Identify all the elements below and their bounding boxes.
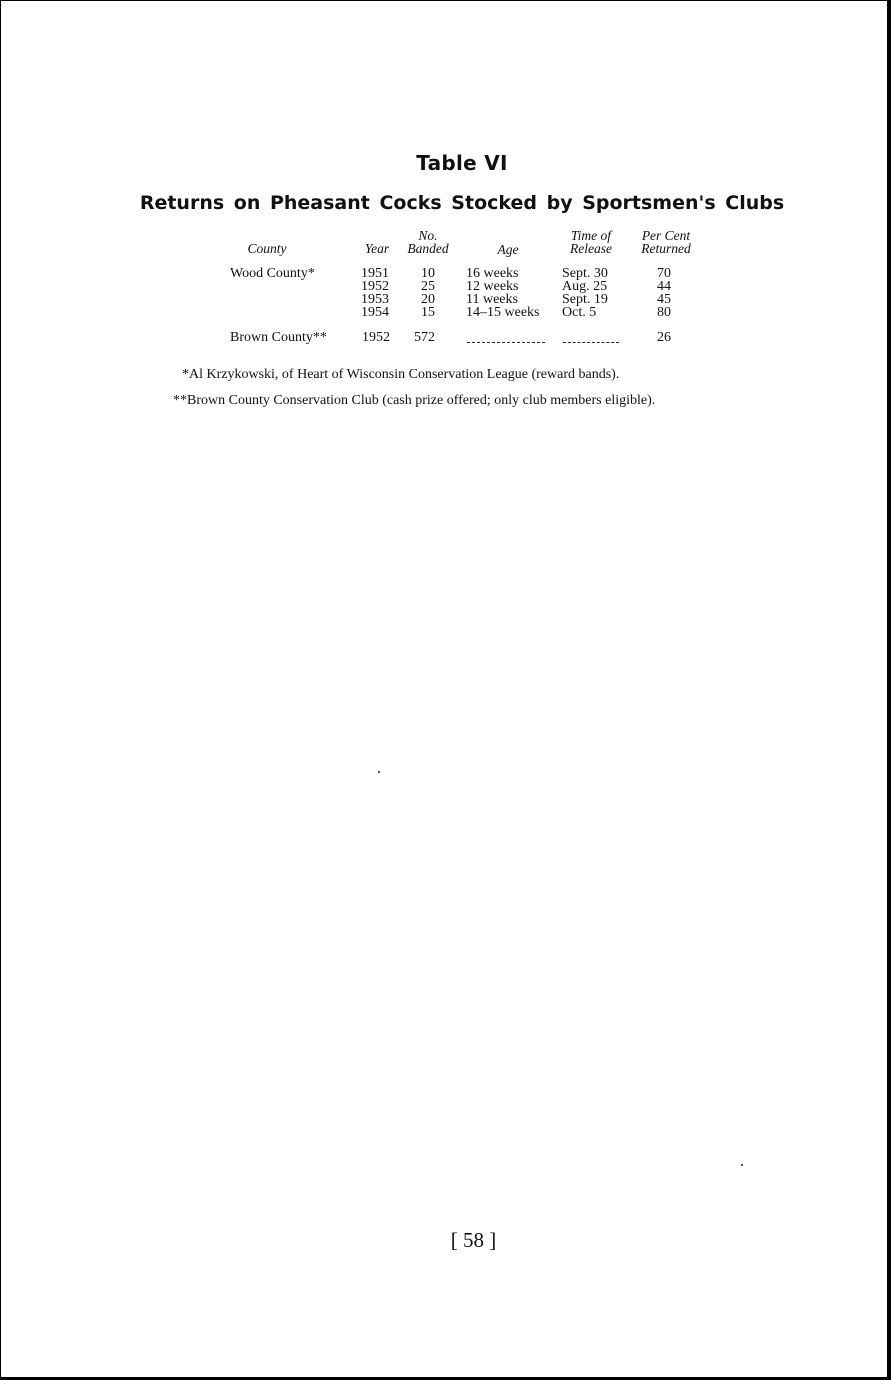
table-cell-returned: 45 xyxy=(657,292,671,307)
table-cell-banded: 15 xyxy=(421,305,435,320)
column-header-banded-line1: No. xyxy=(418,228,438,243)
column-header-release-line1: Time of xyxy=(570,228,612,243)
table-cell-age: 14–15 weeks xyxy=(466,305,540,320)
footnote-wood-county: *Al Krzykowski, of Heart of Wisconsin Conservation League (reward bands). xyxy=(182,367,620,382)
table-cell-year: 1951 xyxy=(361,266,389,281)
column-header-release-line2: Release xyxy=(570,241,612,256)
table-cell-county: Brown County** xyxy=(230,330,327,345)
table-cell-age: 16 weeks xyxy=(466,266,519,281)
table-cell-release: Sept. 19 xyxy=(562,292,608,307)
table-cell-year: 1952 xyxy=(362,330,390,345)
column-header-year: Year xyxy=(364,241,390,256)
table-subtitle: Returns on Pheasant Cocks Stocked by Sportsmen's Clubs xyxy=(139,192,785,214)
page-number: [ 58 ] xyxy=(450,1228,497,1252)
table-cell-banded: 572 xyxy=(414,330,435,345)
scan-speck xyxy=(741,1164,743,1166)
table-cell-year: 1952 xyxy=(361,279,389,294)
table-cell-release: Sept. 30 xyxy=(562,266,608,281)
table-cell-age: 11 weeks xyxy=(466,292,518,307)
document-page xyxy=(1,1,887,1377)
column-header-age: Age xyxy=(497,242,519,257)
table-cell-banded: 20 xyxy=(421,292,435,307)
table-cell-returned: 70 xyxy=(657,266,671,281)
column-header-county: County xyxy=(247,241,287,256)
table-title: Table VI xyxy=(416,151,508,175)
table-cell-release: Oct. 5 xyxy=(562,305,597,320)
table-cell-county: Wood County* xyxy=(230,266,315,281)
footnote-brown-county: **Brown County Conservation Club (cash prize offered; only club members eligible). xyxy=(173,393,656,408)
table-cell-year: 1953 xyxy=(361,292,389,307)
table-cell-age-empty-dashes xyxy=(467,342,545,343)
table-cell-returned: 26 xyxy=(657,330,671,345)
column-header-returned-line2: Returned xyxy=(641,241,691,256)
scan-speck xyxy=(378,771,380,773)
table-cell-banded: 25 xyxy=(421,279,435,294)
table-cell-banded: 10 xyxy=(421,266,435,281)
table-cell-release-empty-dashes xyxy=(563,342,619,343)
column-header-banded-line2: Banded xyxy=(407,241,449,256)
table-cell-returned: 80 xyxy=(657,305,671,320)
table-cell-release: Aug. 25 xyxy=(562,279,608,294)
column-header-returned-line1: Per Cent xyxy=(641,228,691,243)
table-cell-returned: 44 xyxy=(657,279,671,294)
table-cell-age: 12 weeks xyxy=(466,279,519,294)
table-cell-year: 1954 xyxy=(361,305,389,320)
